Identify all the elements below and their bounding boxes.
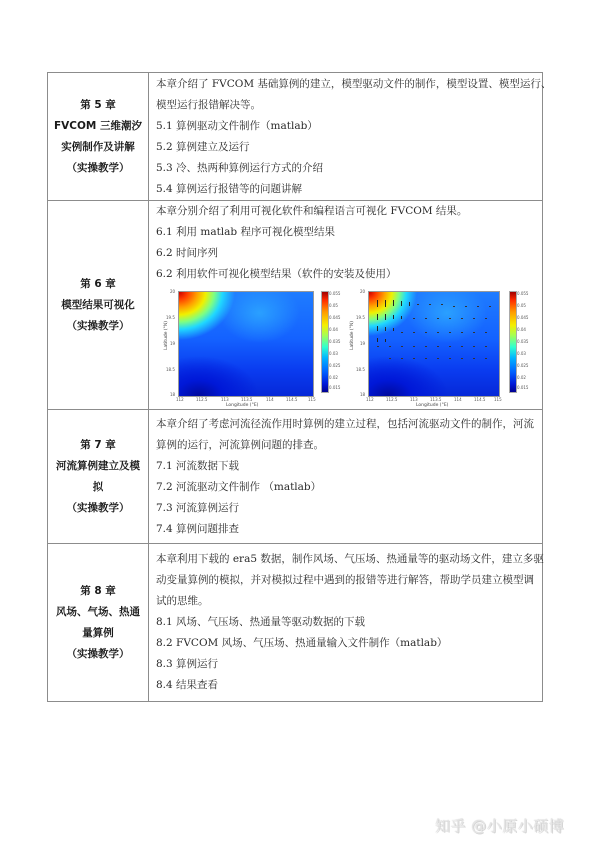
watermark: 知乎 @小原小硕博 bbox=[435, 817, 565, 835]
chapter-intro: 本章介绍了考虑河流径流作用时算例的建立过程，包括河流驱动文件的制作，河流 bbox=[156, 417, 534, 430]
chapter-intro: 动变量算例的模拟，并对模拟过程中遇到的报错等进行解答，帮助学员建立模型调 bbox=[156, 574, 534, 586]
section-item: 5.1 算例驱动文件制作（matlab） bbox=[156, 119, 318, 132]
y-tick: 18.5 bbox=[356, 367, 365, 372]
velocity-arrow bbox=[425, 318, 427, 319]
velocity-arrow bbox=[477, 306, 479, 307]
velocity-arrow bbox=[485, 318, 487, 319]
chapter-title: 河流算例建立及模 bbox=[56, 459, 140, 472]
chapter-title: 拟 bbox=[92, 480, 104, 493]
x-tick: 113 bbox=[221, 397, 229, 402]
velocity-arrow bbox=[473, 358, 475, 359]
chapter-intro: 本章分别介绍了利用可视化软件和编程语言可视化 FVCOM 结果。 bbox=[156, 205, 468, 217]
y-tick: 18 bbox=[170, 392, 176, 397]
chapter-intro: 试的思维。 bbox=[156, 595, 209, 607]
section-item: 8.2 FVCOM 风场、气压场、热通量输入文件制作（matlab） bbox=[156, 637, 448, 649]
velocity-arrow bbox=[461, 318, 463, 319]
velocity-arrow bbox=[385, 327, 386, 331]
colorbar-tick: 0.025 bbox=[329, 363, 341, 368]
section-item: 7.1 河流数据下载 bbox=[156, 459, 240, 472]
chapter-content-cell bbox=[149, 544, 543, 702]
velocity-arrow bbox=[425, 346, 427, 347]
chapter-mode: （实操教学） bbox=[66, 647, 130, 660]
x-tick: 114 bbox=[266, 397, 274, 402]
colorbar-tick: 0.05 bbox=[517, 303, 526, 308]
y-tick: 20 bbox=[360, 289, 366, 294]
y-tick: 19.5 bbox=[356, 315, 365, 320]
section-item: 5.2 算例建立及运行 bbox=[156, 140, 250, 153]
chapter-mode: （实操教学） bbox=[66, 501, 130, 514]
velocity-arrow bbox=[485, 332, 487, 333]
chapter-row-7 bbox=[48, 410, 543, 544]
velocity-arrow bbox=[473, 332, 475, 333]
velocity-arrow bbox=[377, 314, 378, 320]
colorbar-tick: 0.035 bbox=[329, 339, 341, 344]
velocity-arrow bbox=[377, 346, 379, 347]
velocity-arrow bbox=[409, 302, 410, 306]
section-item: 5.3 冷、热两种算例运行方式的介绍 bbox=[156, 161, 324, 174]
colorbar-tick: 0.015 bbox=[329, 385, 341, 390]
y-axis-label: Latitude (°N) bbox=[350, 320, 356, 351]
x-tick: 113.5 bbox=[241, 397, 253, 402]
colorbar-tick: 0.045 bbox=[517, 315, 529, 320]
course-outline-table bbox=[47, 72, 552, 702]
chapter-intro: 本章利用下载的 era5 数据，制作风场、气压场、热通量等的驱动场文件，建立多驱 bbox=[156, 553, 544, 565]
chapter-heading-cell bbox=[48, 73, 149, 201]
velocity-arrow bbox=[429, 304, 431, 305]
y-tick: 20 bbox=[170, 289, 176, 294]
y-axis-label: Latitude (°N) bbox=[164, 320, 170, 351]
chapter-number: 第 7 章 bbox=[80, 438, 116, 451]
chapter-title: FVCOM 三维潮汐 bbox=[53, 119, 143, 132]
chapter-content-cell bbox=[149, 73, 552, 201]
velocity-arrow bbox=[449, 332, 451, 333]
velocity-arrow bbox=[437, 318, 439, 319]
colorbar-tick: 0.055 bbox=[517, 291, 529, 296]
colorbar-tick: 0.045 bbox=[329, 315, 341, 320]
velocity-arrow bbox=[449, 358, 451, 359]
colorbar-tick: 0.055 bbox=[329, 291, 341, 296]
velocity-arrow bbox=[401, 346, 403, 347]
velocity-arrow bbox=[389, 346, 391, 347]
colorbar-tick: 0.04 bbox=[517, 327, 526, 332]
velocity-arrow bbox=[389, 358, 391, 359]
colorbar-tick: 0.02 bbox=[517, 375, 526, 380]
section-item: 6.2 时间序列 bbox=[156, 247, 219, 259]
velocity-arrow bbox=[385, 339, 386, 342]
velocity-arrow bbox=[417, 304, 419, 305]
x-tick: 114.5 bbox=[286, 397, 298, 402]
velocity-arrow bbox=[437, 358, 439, 359]
colorbar-left bbox=[321, 291, 329, 393]
velocity-arrow bbox=[485, 358, 487, 359]
velocity-arrow bbox=[413, 358, 415, 359]
section-item: 6.2 利用软件可视化模型结果（软件的安装及使用） bbox=[156, 268, 397, 280]
colorbar-tick: 0.015 bbox=[517, 385, 529, 390]
contour-plot-right bbox=[368, 291, 500, 397]
velocity-arrow bbox=[401, 358, 403, 359]
x-tick: 114.5 bbox=[474, 397, 486, 402]
velocity-arrow bbox=[449, 318, 451, 319]
x-tick: 112.5 bbox=[386, 397, 398, 402]
colorbar-tick: 0.05 bbox=[329, 303, 338, 308]
chapter-intro: 本章介绍了 FVCOM 基础算例的建立，模型驱动文件的制作，模型设置、模型运行、 bbox=[156, 77, 552, 90]
velocity-arrow bbox=[437, 346, 439, 347]
chapter-heading-cell bbox=[48, 544, 149, 702]
velocity-arrow bbox=[449, 346, 451, 347]
section-item: 7.4 算例问题排查 bbox=[156, 522, 240, 535]
section-item: 5.4 算例运行报错等的问题讲解 bbox=[156, 182, 303, 195]
section-item: 8.3 算例运行 bbox=[156, 658, 219, 670]
velocity-arrow bbox=[465, 306, 467, 307]
chapter-title: 量算例 bbox=[82, 626, 114, 639]
x-axis-label: Longitude (°E) bbox=[226, 403, 259, 408]
colorbar-tick: 0.035 bbox=[517, 339, 529, 344]
y-tick: 19 bbox=[170, 341, 176, 346]
chapter-mode: （实操教学） bbox=[66, 319, 130, 332]
y-tick: 19 bbox=[360, 341, 366, 346]
velocity-arrow bbox=[393, 300, 394, 306]
visualization-figures bbox=[156, 285, 542, 409]
section-item: 7.2 河流驱动文件制作 （matlab） bbox=[156, 480, 322, 493]
chapter-intro: 算例的运行，河流算例问题的排查。 bbox=[156, 438, 324, 451]
velocity-arrow bbox=[489, 306, 491, 307]
velocity-arrow bbox=[377, 338, 378, 342]
x-tick: 112 bbox=[366, 397, 374, 402]
velocity-arrow bbox=[437, 332, 439, 333]
chapter-mode: （实操教学） bbox=[66, 161, 130, 174]
velocity-arrow bbox=[377, 300, 378, 307]
x-tick: 113.5 bbox=[430, 397, 442, 402]
x-axis-label: Longitude (°E) bbox=[416, 403, 449, 408]
x-tick: 112 bbox=[176, 397, 184, 402]
velocity-arrow bbox=[461, 332, 463, 333]
velocity-arrow bbox=[441, 304, 443, 305]
colorbar-tick: 0.02 bbox=[329, 375, 338, 380]
x-tick: 113 bbox=[410, 397, 418, 402]
figure-left bbox=[156, 285, 346, 409]
chapter-content-cell bbox=[149, 410, 543, 544]
colorbar-tick: 0.03 bbox=[329, 351, 338, 356]
chapter-row-6 bbox=[48, 201, 543, 410]
y-tick: 18 bbox=[360, 392, 366, 397]
chapter-content-cell bbox=[149, 201, 543, 410]
velocity-arrow bbox=[413, 332, 415, 333]
chapter-heading-cell bbox=[48, 201, 149, 410]
velocity-arrow bbox=[413, 318, 415, 319]
velocity-arrow bbox=[485, 346, 487, 347]
chapter-number: 第 8 章 bbox=[80, 584, 116, 597]
section-item: 7.3 河流算例运行 bbox=[156, 501, 240, 514]
velocity-arrow bbox=[385, 314, 386, 320]
section-item: 6.1 利用 matlab 程序可视化模型结果 bbox=[156, 226, 335, 238]
x-tick: 115 bbox=[494, 397, 502, 402]
velocity-arrow bbox=[413, 346, 415, 347]
x-tick: 112.5 bbox=[196, 397, 208, 402]
velocity-arrow bbox=[393, 315, 394, 319]
chapter-title: 实例制作及讲解 bbox=[61, 140, 135, 153]
chapter-number: 第 5 章 bbox=[80, 98, 116, 111]
velocity-arrow bbox=[393, 328, 394, 331]
colorbar-tick: 0.03 bbox=[517, 351, 526, 356]
chapter-row-8 bbox=[48, 544, 543, 702]
velocity-arrow bbox=[385, 300, 386, 307]
colorbar-right bbox=[509, 291, 517, 393]
velocity-arrow bbox=[473, 318, 475, 319]
velocity-arrow bbox=[401, 301, 402, 306]
figure-right bbox=[352, 285, 542, 409]
section-item: 8.4 结果查看 bbox=[156, 679, 219, 691]
contour-plot-left bbox=[178, 291, 314, 397]
chapter-title: 模型结果可视化 bbox=[61, 298, 135, 311]
velocity-arrow bbox=[461, 358, 463, 359]
y-tick: 18.5 bbox=[166, 367, 175, 372]
x-tick: 114 bbox=[454, 397, 462, 402]
chapter-number: 第 6 章 bbox=[80, 277, 116, 290]
colorbar-tick: 0.025 bbox=[517, 363, 529, 368]
y-tick: 19.5 bbox=[166, 315, 175, 320]
colorbar-tick: 0.04 bbox=[329, 327, 338, 332]
velocity-arrow bbox=[453, 306, 455, 307]
x-tick: 115 bbox=[308, 397, 316, 402]
section-item: 8.1 风场、气压场、热通量等驱动数据的下载 bbox=[156, 616, 366, 628]
chapter-title: 风场、气场、热通 bbox=[56, 605, 140, 618]
velocity-arrow bbox=[425, 332, 427, 333]
chapter-row-5 bbox=[48, 73, 543, 201]
chapter-intro: 模型运行报错解决等。 bbox=[156, 98, 261, 111]
velocity-arrow bbox=[425, 358, 427, 359]
velocity-arrow bbox=[377, 326, 378, 331]
chapter-heading-cell bbox=[48, 410, 149, 544]
velocity-arrow bbox=[401, 332, 403, 333]
velocity-arrow bbox=[461, 346, 463, 347]
velocity-arrow bbox=[401, 316, 402, 319]
velocity-arrow bbox=[473, 346, 475, 347]
